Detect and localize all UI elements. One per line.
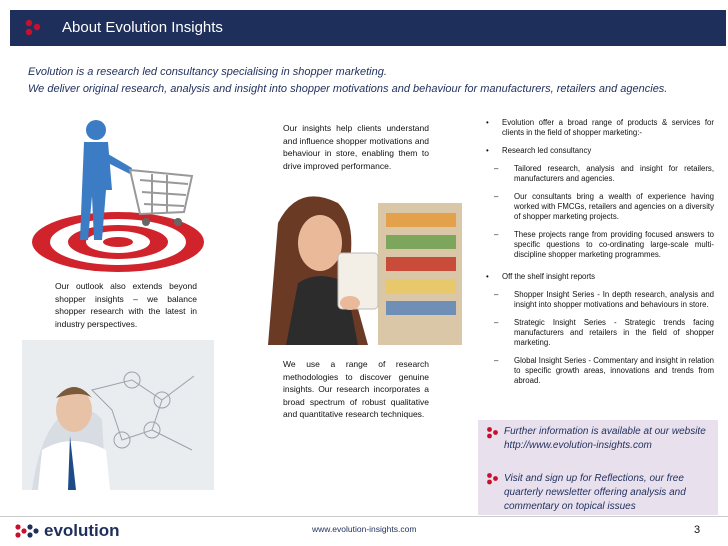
intro-text [28, 64, 667, 98]
logo-wordmark: evolution [44, 521, 120, 540]
info-callout [478, 420, 718, 515]
list-subitem: – Our consultants bring a wealth of experience having worked with FMCGs, retailers and agencies on a diversity of shopper marketing projects. [494, 192, 714, 221]
dash-icon: – [494, 164, 499, 173]
list-subitem: – Strategic Insight Series - Strategic trends facing manufacturers and retailers in the field of shopper marketing. [494, 318, 714, 347]
list-subitem: – Shopper Insight Series - In depth research, analysis and insight into shopper motivations and behaviours in store. [494, 290, 714, 309]
businessman-diagram-image [22, 340, 214, 490]
dash-icon: – [494, 318, 499, 327]
dash-icon: – [494, 290, 499, 299]
intro-line-1: Evolution is a research led consultancy specialising in shopper marketing. [28, 66, 387, 78]
list-subitem: – Tailored research, analysis and insight for retailers, manufacturers and agencies. [494, 164, 714, 183]
shopper-target-image [22, 110, 214, 275]
page-number: 3 [694, 524, 701, 536]
list-item: • Off the shelf insight reports [486, 272, 596, 281]
dash-icon: – [494, 192, 499, 201]
bullet-icon: • [486, 272, 489, 281]
footer-divider [0, 516, 728, 517]
evolution-dots-icon [486, 472, 500, 486]
footer-url[interactable]: www.evolution-insights.com [312, 524, 417, 534]
list-subitem: – These projects range from providing focused answers to specific questions to co-ordinating large-scale multi-discipline shopper marketing programmes. [494, 230, 714, 259]
list-item: • Evolution offer a broad range of products & services for clients in the field of shopper marketing:- [486, 118, 714, 137]
evolution-dots-icon [14, 523, 42, 539]
dash-icon: – [494, 230, 499, 239]
newsletter-info: Visit and sign up for Reflections, our free quarterly newsletter offering analysis and commentary on topical issues [504, 473, 686, 512]
page-title: About Evolution Insights [62, 19, 223, 36]
insights-paragraph: Our insights help clients understand and influence shopper motivations and behaviour in store, enabling them to drive improved performance. [283, 123, 429, 171]
outlook-text: Our outlook also extends beyond shopper insights – we balance shopper research with the latest in industry perspectives. [47, 276, 205, 326]
methodologies-paragraph: We use a range of research methodologies to discover genuine insights. Our research incorporates a broad spectrum of robust qualitative and quantitative research techniques. [283, 359, 429, 419]
list-item: • Research led consultancy [486, 146, 592, 155]
title-bar [10, 10, 726, 46]
dash-icon: – [494, 356, 499, 365]
intro-line-2: We deliver original research, analysis and insight into shopper motivations and behaviour for manufacturers, retailers and agencies. [28, 83, 668, 95]
bullet-icon: • [486, 146, 489, 155]
website-info: Further information is available at our website http://www.evolution-insights.com [504, 426, 706, 451]
evolution-dots-icon [24, 18, 44, 38]
woman-shopper-image [228, 183, 462, 345]
footer-logo [14, 521, 134, 541]
services-list [478, 118, 714, 394]
bullet-icon: • [486, 118, 489, 127]
list-subitem: – Global Insight Series - Commentary and insight in relation to specific growth areas, innovations and trends from abroad. [494, 356, 714, 385]
evolution-dots-icon [486, 426, 500, 440]
